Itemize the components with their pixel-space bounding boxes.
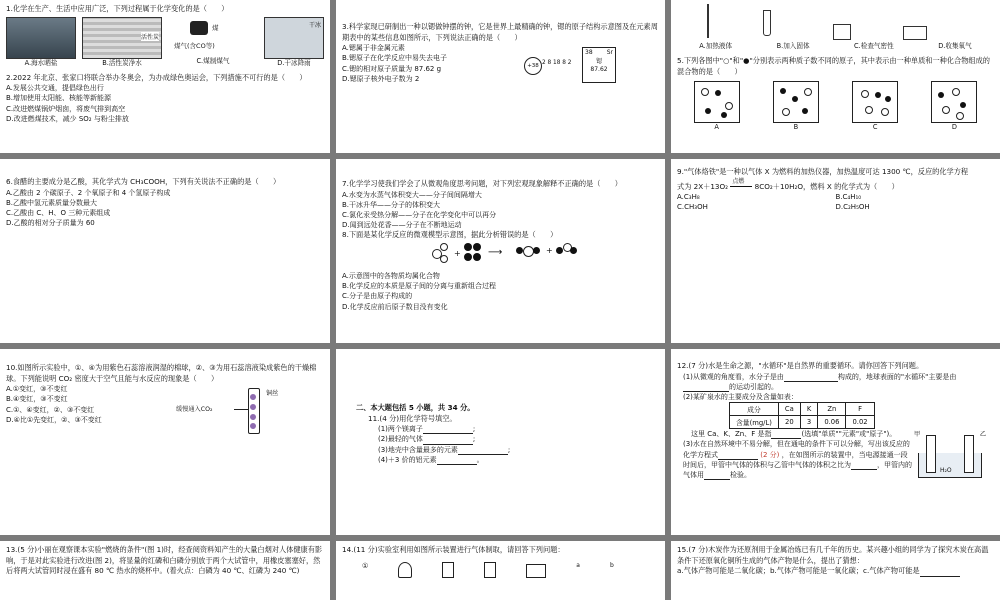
option: B.乙酸中氢元素质量分数最大 bbox=[6, 198, 98, 207]
answer-blank[interactable] bbox=[718, 451, 758, 460]
option: C.乙酸由 C、H、O 三种元素组成 bbox=[6, 209, 111, 217]
question-14: 14.(11 分)实验室利用如图所示装置进行气体制取，请回答下列问题： bbox=[342, 545, 565, 554]
question-12-part-1: (1)从微观的角度看，水分子是由 构成的，地球表面的"水循环"主要是由的运动引起的。 bbox=[683, 372, 957, 391]
question-card-11 bbox=[336, 541, 665, 600]
question-card-8 bbox=[336, 349, 665, 535]
particle bbox=[956, 112, 964, 120]
option: C.①、④变红，②、③不变红 bbox=[6, 405, 95, 414]
particle bbox=[885, 96, 891, 102]
particle bbox=[802, 108, 808, 114]
question-card-1 bbox=[0, 0, 330, 153]
particle bbox=[804, 88, 812, 96]
question-6: 6.食醋的主要成分是乙酸，其化学式为 CH₃COOH，下列有关说法不正确的是（ ） bbox=[6, 177, 281, 186]
reaction-model-diagram: + ⟶ + bbox=[432, 241, 659, 271]
particle bbox=[780, 88, 786, 94]
option-image-d: 干冰 D.干冰降雨 bbox=[264, 17, 324, 71]
option: D.④比①先变红，②、③不变红 bbox=[6, 415, 102, 424]
section-heading: 二、本大题包括 5 小题，共 34 分。 bbox=[356, 403, 475, 412]
option: A.发展公共交通，提倡绿色出行 bbox=[6, 84, 104, 93]
particle bbox=[782, 108, 790, 116]
question-10: 10.如图所示实验中，①、④为用紫色石蕊溶液润湿的棉球，②、③为用石蕊溶液染成紫色的干燥棉球。下列能说明 CO₂ 密度大于空气且能与水反应的现象是（ ） bbox=[6, 363, 317, 383]
question-1: 1.化学在生产、生活中应用广泛，下列过程属于化学变化的是（ ） bbox=[6, 4, 229, 13]
question-7: 7.化学学习使我们学会了从微观角度思考问题，对下列宏观现象解释不正确的是（ ） bbox=[342, 179, 622, 188]
question-8: 8.下面是某化学反应的微观模型示意图，据此分析错误的是（ ） bbox=[342, 230, 558, 240]
answer-blank[interactable] bbox=[458, 446, 508, 455]
question-3: 3.科学家现已研制出一种以锶做钟摆的钟，它是世界上最精确的钟，锶的原子结构示意图及在元素周期表中的某些信息如图所示，下列说法正确的是（ ） bbox=[342, 22, 658, 42]
question-9-equation: 式为 2X＋13O₂ 点燃 8CO₂＋10H₂O，燃料 X 的化学式为（ ） bbox=[677, 178, 899, 191]
particle bbox=[725, 102, 733, 110]
option: D.化学反应前后原子数目没有变化 bbox=[342, 302, 448, 311]
question-card-9 bbox=[671, 349, 1000, 535]
particle bbox=[701, 88, 709, 96]
electrolysis-apparatus-figure: 甲 乙 H₂O bbox=[912, 429, 992, 489]
particle-box-a: A bbox=[694, 81, 740, 131]
answer-blank[interactable] bbox=[784, 373, 838, 382]
answer-blank[interactable] bbox=[851, 461, 877, 470]
option: A.水变为水蒸气体积变大——分子间间隔增大 bbox=[342, 190, 482, 199]
option: B.C₄H₁₀ bbox=[835, 193, 862, 202]
answer-blank[interactable] bbox=[771, 430, 801, 439]
question-15: 15.(7 分)木炭作为还原剂用于金属冶炼已有几千年的历史。某兴趣小组的同学为了探究木炭在高温条件下还原氧化铜所生成的气体产物是什么，提出了猜想： bbox=[677, 545, 989, 565]
beaker-icon bbox=[833, 24, 851, 40]
particle bbox=[721, 112, 727, 118]
particle bbox=[942, 106, 950, 114]
option: B.增加使用太阳能、核能等新能源 bbox=[6, 94, 112, 103]
option: A.C₃H₈ bbox=[677, 193, 700, 202]
particle bbox=[952, 88, 960, 96]
coal-icon bbox=[190, 21, 208, 35]
option-image-c: 煤 煤气(含CO等) C.煤制煤气 bbox=[168, 17, 258, 71]
option-image-a: A.海水晒盐 bbox=[6, 17, 76, 71]
option: D.C₂H₅OH bbox=[835, 203, 870, 212]
atom-structure-diagram: +38 2 8 18 8 2 bbox=[522, 47, 582, 83]
question-card-6 bbox=[671, 159, 1000, 343]
question-12: 12.(7 分)水是生命之源，"水循环"是自然界的重要循环。请你回答下列问题。 bbox=[677, 361, 924, 370]
answer-blank[interactable] bbox=[423, 436, 473, 445]
question-11: 11.(4 分)用化学符号填空。 bbox=[368, 413, 457, 423]
fill-item: (3)地壳中含量最多的元素 ; bbox=[378, 445, 511, 454]
question-card-4 bbox=[0, 159, 330, 343]
co2-experiment-figure: 缓慢通入CO₂ 铜丝 bbox=[176, 384, 316, 434]
question-12-part-2b: 这里 Ca、K、Zn、F 是指 (选填"单质""元素"或"原子")。 bbox=[691, 430, 897, 439]
fill-item: (4)＋3 价的铝元素 。 bbox=[378, 455, 484, 464]
answer-blank[interactable] bbox=[704, 471, 730, 480]
stand-icon bbox=[707, 4, 709, 38]
option: C.氯化汞受热分解——分子在化学变化中可以再分 bbox=[342, 211, 497, 219]
particle bbox=[861, 90, 869, 98]
lab-operations-figure bbox=[677, 4, 994, 42]
question-card-5 bbox=[336, 159, 665, 343]
option: D.改进燃煤技术，减少 SO₂ 与粉尘排放 bbox=[6, 114, 129, 123]
option: B.干冰升华——分子的体积变大 bbox=[342, 200, 441, 209]
option: D.闻到远处花香——分子在不断地运动 bbox=[342, 221, 462, 230]
trough-icon bbox=[903, 26, 927, 40]
particle-box-c: C bbox=[852, 81, 898, 131]
option: D.锶原子核外电子数为 2 bbox=[342, 74, 420, 83]
option: B.化学反应的本质是原子间的分离与重新组合过程 bbox=[342, 282, 497, 291]
arrow-right-icon: ⟶ bbox=[488, 247, 503, 258]
answer-blank[interactable] bbox=[423, 425, 473, 434]
particle bbox=[705, 108, 711, 114]
option: C.锶的相对原子质量为 87.62 g bbox=[342, 64, 442, 73]
question-2: 2.2022 年北京、张家口将联合举办冬奥会，为办成绿色奥运会，下列措施不可行的是（ ） bbox=[6, 72, 307, 82]
answer-blank[interactable] bbox=[683, 383, 729, 392]
particle bbox=[865, 106, 873, 114]
question-card-10 bbox=[0, 541, 330, 600]
question-15-hypothesis: a.气体产物可能是二氧化碳；b.气体产物可能是一氧化碳；c.气体产物可能是 bbox=[677, 566, 994, 577]
option-image-b: 活性炭 B.活性炭净水 bbox=[82, 17, 162, 71]
option: A.①变红，③不变红 bbox=[6, 385, 68, 394]
option: A.乙酸由 2 个碳原子、2 个氧原子和 4 个氢原子构成 bbox=[6, 188, 171, 197]
fill-item: (2)最轻的气体 ; bbox=[378, 435, 476, 444]
option: D.乙酸的相对分子质量为 60 bbox=[6, 219, 95, 228]
option: B.④变红，③不变红 bbox=[6, 395, 68, 404]
question-9: 9."气体烙铁"是一种以气体 X 为燃料的加热仪器，加热温度可达 1300 ℃，反应的化学方程 bbox=[677, 167, 969, 176]
option: B.锶原子在化学反应中易失去电子 bbox=[342, 54, 448, 63]
question-12-part-2: (2)某矿泉水的主要成分及含量如表： bbox=[683, 393, 798, 401]
particle bbox=[792, 96, 798, 102]
option: A.示意图中的各物质均属化合物 bbox=[342, 272, 440, 280]
option: C.分子是由原子构成的 bbox=[342, 292, 413, 301]
particle bbox=[938, 92, 944, 98]
particle bbox=[875, 92, 881, 98]
option: A.锶属于非金属元素 bbox=[342, 44, 405, 53]
question-card-7 bbox=[0, 349, 330, 535]
question-card-3: A.加热液体 B.加入固体 C.检查气密性 D.收集氧气 5.下列各图中"○"和"●"分别表示两种质子数不同的原子，其中表示由一种单质和一种化合物组成的混合物的是（ ） A B C D bbox=[671, 0, 1000, 153]
gas-apparatus-figure: ① a b bbox=[342, 562, 659, 578]
fill-item: (1)两个镁离子 ; bbox=[378, 425, 476, 434]
test-tube-icon bbox=[763, 10, 771, 36]
particle bbox=[960, 102, 966, 108]
question-13: 13.(5 分)小丽在观察课本实验"燃烧的条件"(图 1)时，经查阅资料知产生的大量白烟对人体健康有影响，于是对此实验进行改进(图 2)，将显量的红磷和白磷分别放于两个大试管中，用橡皮塞塞好，然后将两大试管同时浸在盛有 80 ℃ 热水的烧杯中。(着火点：白磷为 40 ℃、红磷为 240 ℃) bbox=[6, 545, 323, 576]
particle bbox=[881, 108, 889, 116]
option: C.CH₃OH bbox=[677, 203, 708, 212]
periodic-table-cell: 38 Sr 锶 87.62 bbox=[582, 47, 616, 83]
particle bbox=[715, 90, 721, 96]
question-12-part-3: (3)水在自然环境中不易分解，但在通电的条件下可以分解，写出该反应的化学方程式 (2 分) ，在如图所示的装置中，当电源接通一段时间后，甲管中气体的体积与乙管中气体的体积之比为 ，甲管内的气体用 检验。 bbox=[683, 440, 912, 480]
answer-blank[interactable] bbox=[437, 456, 477, 465]
particle-box-d: D bbox=[931, 81, 977, 131]
question-card-2 bbox=[336, 0, 665, 153]
mineral-water-table: 成分 Ca K Zn F 含量(mg/L) 20 3 0.06 0.02 bbox=[729, 402, 875, 429]
answer-blank[interactable] bbox=[920, 568, 960, 577]
question-card-12 bbox=[671, 541, 1000, 600]
particle-box-b: B bbox=[773, 81, 819, 131]
option: C.改进燃煤锅炉烟囱，将废气排到高空 bbox=[6, 104, 126, 113]
question-5: 5.下列各图中"○"和"●"分别表示两种质子数不同的原子，其中表示由一种单质和一种化合物组成的混合物的是（ ） bbox=[677, 56, 990, 76]
